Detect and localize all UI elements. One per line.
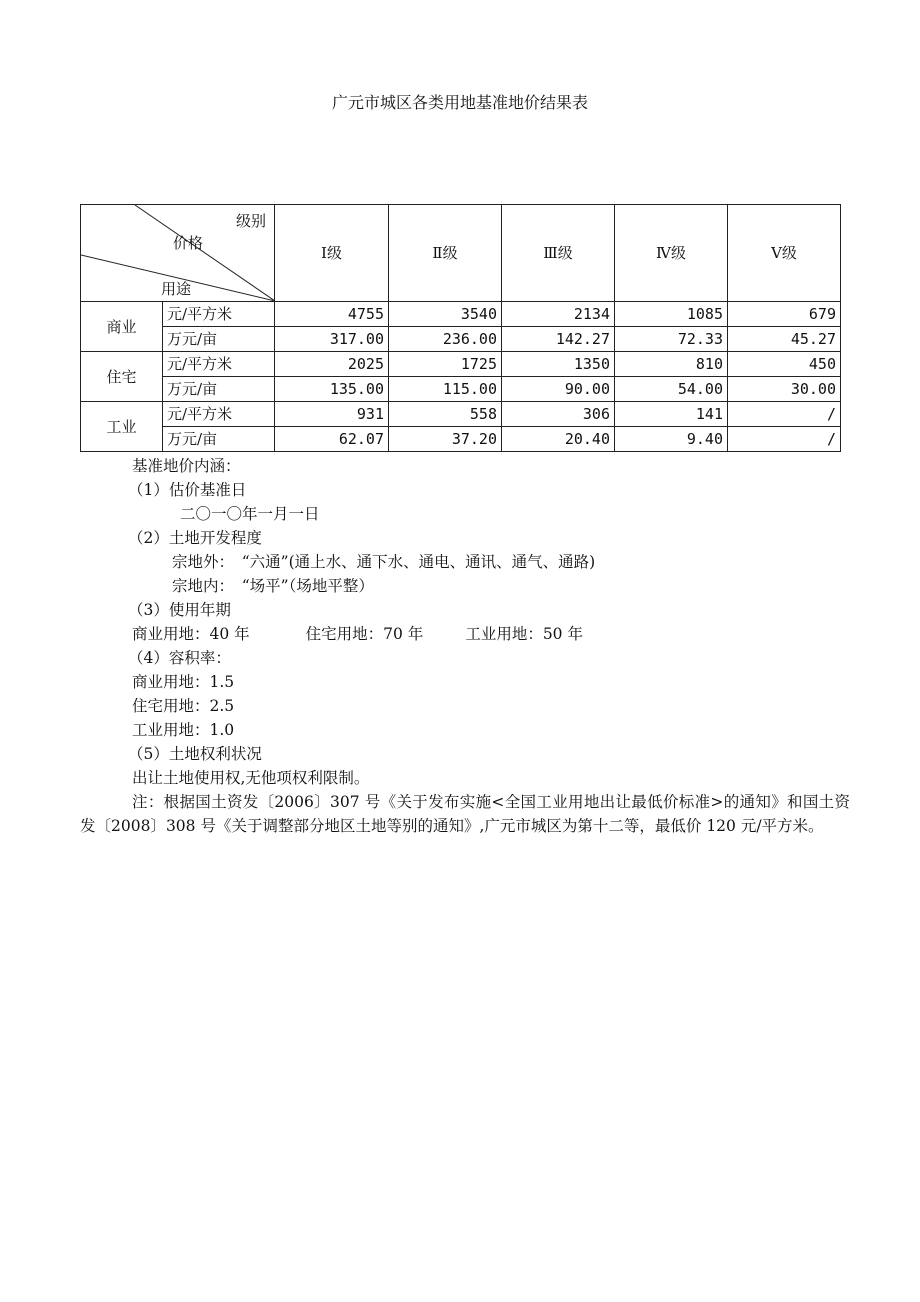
value-cell: 9.40 <box>615 427 728 452</box>
value-cell: 1350 <box>502 352 615 377</box>
corner-use-label: 用途 <box>161 280 192 298</box>
value-cell: 90.00 <box>502 377 615 402</box>
value-cell: 4755 <box>275 302 389 327</box>
value-cell: 317.00 <box>275 327 389 352</box>
value-cell: 679 <box>728 302 841 327</box>
item3-residential: 住宅用地：70 年 <box>305 625 424 643</box>
corner-header-cell <box>81 205 275 302</box>
item1-value: 二〇一〇年一月一日 <box>180 505 320 523</box>
item4-residential: 住宅用地：2.5 <box>132 697 235 715</box>
value-cell: 558 <box>389 402 502 427</box>
value-cell: 3540 <box>389 302 502 327</box>
use-cell: 商业 <box>81 302 163 352</box>
item5-title: （5）土地权利状况 <box>128 745 262 763</box>
value-cell: / <box>728 427 841 452</box>
item3-title: （3）使用年期 <box>128 601 231 619</box>
table-row <box>81 302 841 327</box>
unit-cell: 元/平方米 <box>163 352 275 377</box>
value-cell: 142.27 <box>502 327 615 352</box>
item3-line <box>80 622 850 646</box>
item5-value: 出让土地使用权,无他项权利限制。 <box>132 769 370 787</box>
value-cell: 72.33 <box>615 327 728 352</box>
value-cell: / <box>728 402 841 427</box>
page-title: 广元市城区各类用地基准地价结果表 <box>331 93 588 112</box>
table-row <box>81 327 841 352</box>
item4-commercial: 商业用地：1.5 <box>132 673 235 691</box>
table-row <box>81 377 841 402</box>
item2-line1: 宗地外： “六通”(通上水、通下水、通电、通讯、通气、通路) <box>172 553 596 571</box>
value-cell: 1725 <box>389 352 502 377</box>
corner-price-label: 价格 <box>173 234 204 252</box>
notes-heading: 基准地价内涵： <box>132 457 241 475</box>
unit-cell: 万元/亩 <box>163 427 275 452</box>
grade-header-4: Ⅳ级 <box>615 205 728 302</box>
value-cell: 2134 <box>502 302 615 327</box>
value-cell: 54.00 <box>615 377 728 402</box>
grade-header-2: Ⅱ级 <box>389 205 502 302</box>
table-row <box>81 402 841 427</box>
footnote-text: 注：根据国土资发〔2006〕307 号《关于发布实施<全国工业用地出让最低价标准>的通知》和国土资发〔2008〕308 号《关于调整部分地区土地等别的通知》,广元市城区为第十二等，最低价 120 元/平方米。 <box>80 793 850 835</box>
value-cell: 135.00 <box>275 377 389 402</box>
use-cell: 工业 <box>81 402 163 452</box>
corner-grade-label: 级别 <box>235 212 266 230</box>
value-cell: 20.40 <box>502 427 615 452</box>
unit-cell: 元/平方米 <box>163 302 275 327</box>
notes-section <box>80 454 850 838</box>
value-cell: 931 <box>275 402 389 427</box>
table-header-row <box>81 205 841 302</box>
value-cell: 306 <box>502 402 615 427</box>
item4-industrial: 工业用地：1.0 <box>132 721 235 739</box>
grade-header-3: Ⅲ级 <box>502 205 615 302</box>
value-cell: 810 <box>615 352 728 377</box>
grade-header-1: Ⅰ级 <box>275 205 389 302</box>
value-cell: 30.00 <box>728 377 841 402</box>
table-row <box>81 427 841 452</box>
value-cell: 2025 <box>275 352 389 377</box>
item2-line2: 宗地内： “场平”（场地平整） <box>172 577 374 595</box>
value-cell: 62.07 <box>275 427 389 452</box>
value-cell: 1085 <box>615 302 728 327</box>
footnote <box>80 790 850 838</box>
grade-header-5: Ⅴ级 <box>728 205 841 302</box>
value-cell: 236.00 <box>389 327 502 352</box>
use-cell: 住宅 <box>81 352 163 402</box>
item4-title: （4）容积率： <box>128 649 231 667</box>
value-cell: 45.27 <box>728 327 841 352</box>
unit-cell: 元/平方米 <box>163 402 275 427</box>
value-cell: 37.20 <box>389 427 502 452</box>
value-cell: 141 <box>615 402 728 427</box>
item2-title: （2）土地开发程度 <box>128 529 262 547</box>
item1-title: （1）估价基准日 <box>128 481 247 499</box>
unit-cell: 万元/亩 <box>163 327 275 352</box>
value-cell: 115.00 <box>389 377 502 402</box>
unit-cell: 万元/亩 <box>163 377 275 402</box>
land-price-table <box>80 204 841 452</box>
item3-industrial: 工业用地：50 年 <box>465 625 583 643</box>
value-cell: 450 <box>728 352 841 377</box>
item3-commercial: 商业用地：40 年 <box>132 625 250 643</box>
table-row <box>81 352 841 377</box>
